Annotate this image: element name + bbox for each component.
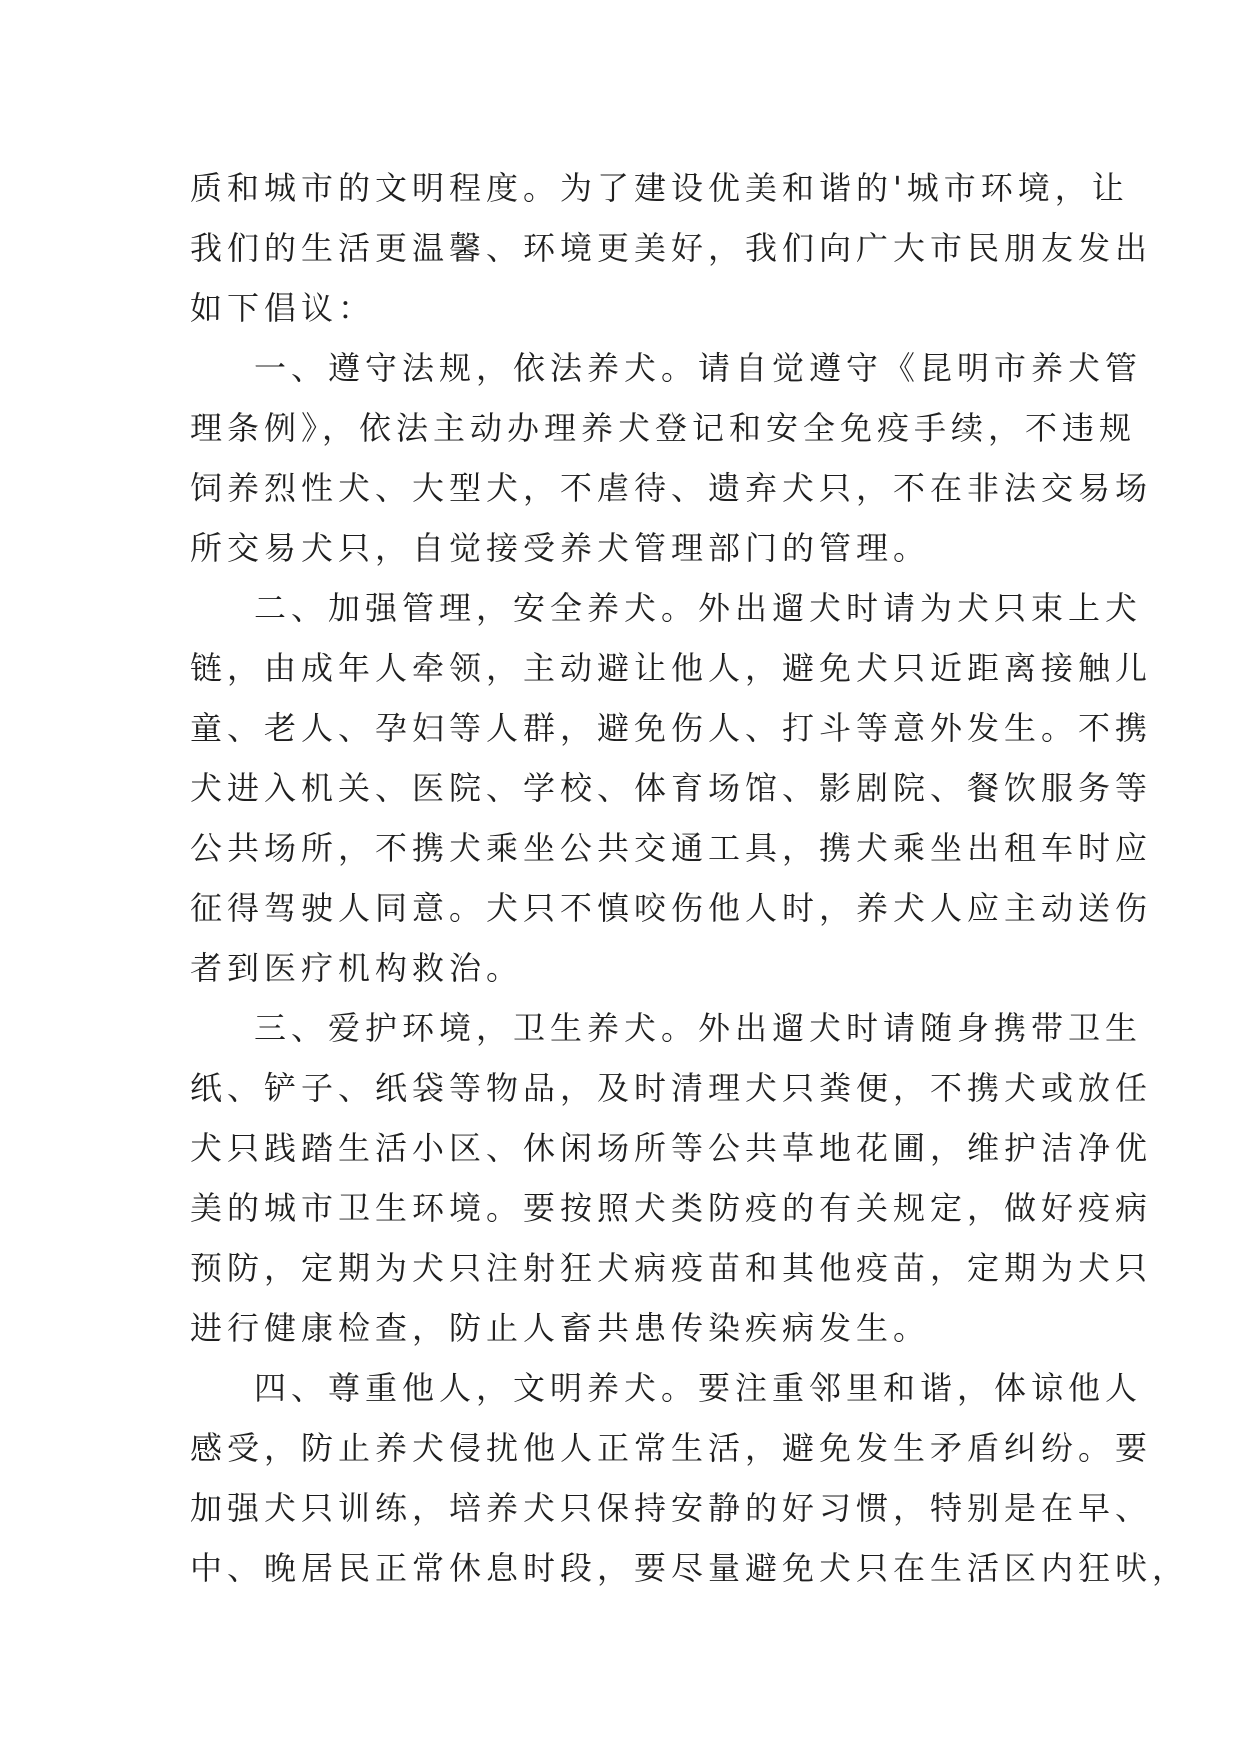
text-line: 者到医疗机构救治。 — [190, 949, 524, 987]
text-line: 中、晚居民正常休息时段，要尽量避免犬只在生活区内狂吠， — [190, 1549, 1190, 1587]
text-line: 质和城市的文明程度。为了建设优美和谐的'城市环境，让 — [190, 169, 1129, 207]
section-1-heading-line: 一、遵守法规，依法养犬。请自觉遵守《昆明市养犬管 — [254, 349, 1143, 387]
section-4-heading-line: 四、尊重他人，文明养犬。要注重邻里和谐，体谅他人 — [254, 1369, 1143, 1407]
text-line: 如下倡议： — [190, 289, 376, 327]
text-line: 公共场所，不携犬乘坐公共交通工具，携犬乘坐出租车时应 — [190, 829, 1153, 867]
text-line: 童、老人、孕妇等人群，避免伤人、打斗等意外发生。不携 — [190, 709, 1153, 747]
section-3-heading-line: 三、爱护环境，卫生养犬。外出遛犬时请随身携带卫生 — [254, 1009, 1143, 1047]
text-line: 感受，防止养犬侵扰他人正常生活，避免发生矛盾纠纷。要 — [190, 1429, 1153, 1467]
text-line: 犬只践踏生活小区、休闲场所等公共草地花圃，维护洁净优 — [190, 1129, 1153, 1167]
text-line: 纸、铲子、纸袋等物品，及时清理犬只粪便，不携犬或放任 — [190, 1069, 1153, 1107]
text-line: 所交易犬只，自觉接受养犬管理部门的管理。 — [190, 529, 931, 567]
text-line: 征得驾驶人同意。犬只不慎咬伤他人时，养犬人应主动送伤 — [190, 889, 1153, 927]
body-text — [190, 158, 1190, 1598]
text-line: 加强犬只训练，培养犬只保持安静的好习惯，特别是在早、 — [190, 1489, 1153, 1527]
text-line: 链，由成年人牵领，主动避让他人，避免犬只近距离接触儿 — [190, 649, 1153, 687]
text-line: 美的城市卫生环境。要按照犬类防疫的有关规定，做好疫病 — [190, 1189, 1153, 1227]
text-line: 预防，定期为犬只注射狂犬病疫苗和其他疫苗，定期为犬只 — [190, 1249, 1153, 1287]
text-line: 理条例》，依法主动办理养犬登记和安全免疫手续，不违规 — [190, 409, 1137, 447]
text-line: 我们的生活更温馨、环境更美好，我们向广大市民朋友发出 — [190, 229, 1153, 267]
text-line: 进行健康检查，防止人畜共患传染疾病发生。 — [190, 1309, 931, 1347]
text-line: 犬进入机关、医院、学校、体育场馆、影剧院、餐饮服务等 — [190, 769, 1153, 807]
text-line: 饲养烈性犬、大型犬，不虐待、遗弃犬只，不在非法交易场 — [190, 469, 1153, 507]
section-2-heading-line: 二、加强管理，安全养犬。外出遛犬时请为犬只束上犬 — [254, 589, 1143, 627]
